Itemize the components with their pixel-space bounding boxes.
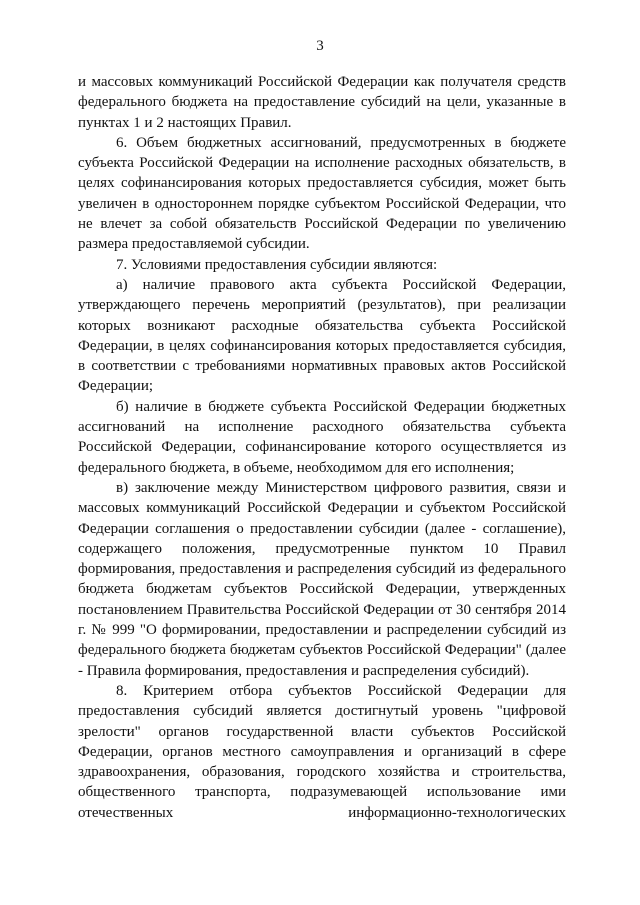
paragraph-item-6: 6. Объем бюджетных ассигнований, предусмотренных в бюджете субъекта Российской Федерации на исполнение расходных обязательств, в целях софинансирования которых предоставляется субсидия, может быть увеличен в одностороннем порядке субъектом Российской Федерации, что не влечет за собой обязательств Российской Федерации по увеличению размера предоставляемой субсидии. [78, 134, 566, 253]
paragraph-item-8: 8. Критерием отбора субъектов Российской Федерации для предоставления субсидий является достигнутый уровень "цифровой зрелости" органов государственной власти субъектов Российской Федерации, органов местного самоуправления и организаций в сфере здравоохранения, образования, городского хозяйства и строительства, общественного транспорта, подразумевающей использование ими отечественных информационно-технологических [78, 682, 566, 821]
page-number: 3 [316, 38, 324, 54]
document-body [78, 72, 566, 823]
paragraph-continuation: и массовых коммуникаций Российской Федерации как получателя средств федерального бюджета на предоставление субсидий на цели, указанные в пунктах 1 и 2 настоящих Правил. [78, 74, 566, 131]
paragraph-item-7a: а) наличие правового акта субъекта Российской Федерации, утверждающего перечень мероприятий (результатов), при реализации которых возникают расходные обязательства субъекта Российской Федерации, в целях софинансирования которых предоставляется субсидия, в соответствии с требованиями нормативных правовых актов Российской Федерации; [78, 276, 566, 395]
paragraph-item-7b: б) наличие в бюджете субъекта Российской Федерации бюджетных ассигнований на исполнение расходного обязательства субъекта Российской Федерации, софинансирование которого осуществляется из федерального бюджета, в объеме, необходимом для его исполнения; [78, 398, 566, 476]
paragraph-item-7: 7. Условиями предоставления субсидии являются: [116, 256, 438, 273]
paragraph-item-7v: в) заключение между Министерством цифрового развития, связи и массовых коммуникаций Российской Федерации и субъектом Российской Федерации соглашения о предоставлении субсидии (далее - соглашение), содержащего положения, предусмотренные пунктом 10 Правил формирования, предоставления и распределения субсидий из федерального бюджета бюджетам субъектов Российской Федерации, утвержденных постановлением Правительства Российской Федерации от 30 сентября 2014 г. № 999 "О формировании, предоставлении и распределении субсидий из федерального бюджета бюджетам субъектов Российской Федерации" (далее - Правила формирования, предоставления и распределения субсидий). [78, 479, 566, 679]
